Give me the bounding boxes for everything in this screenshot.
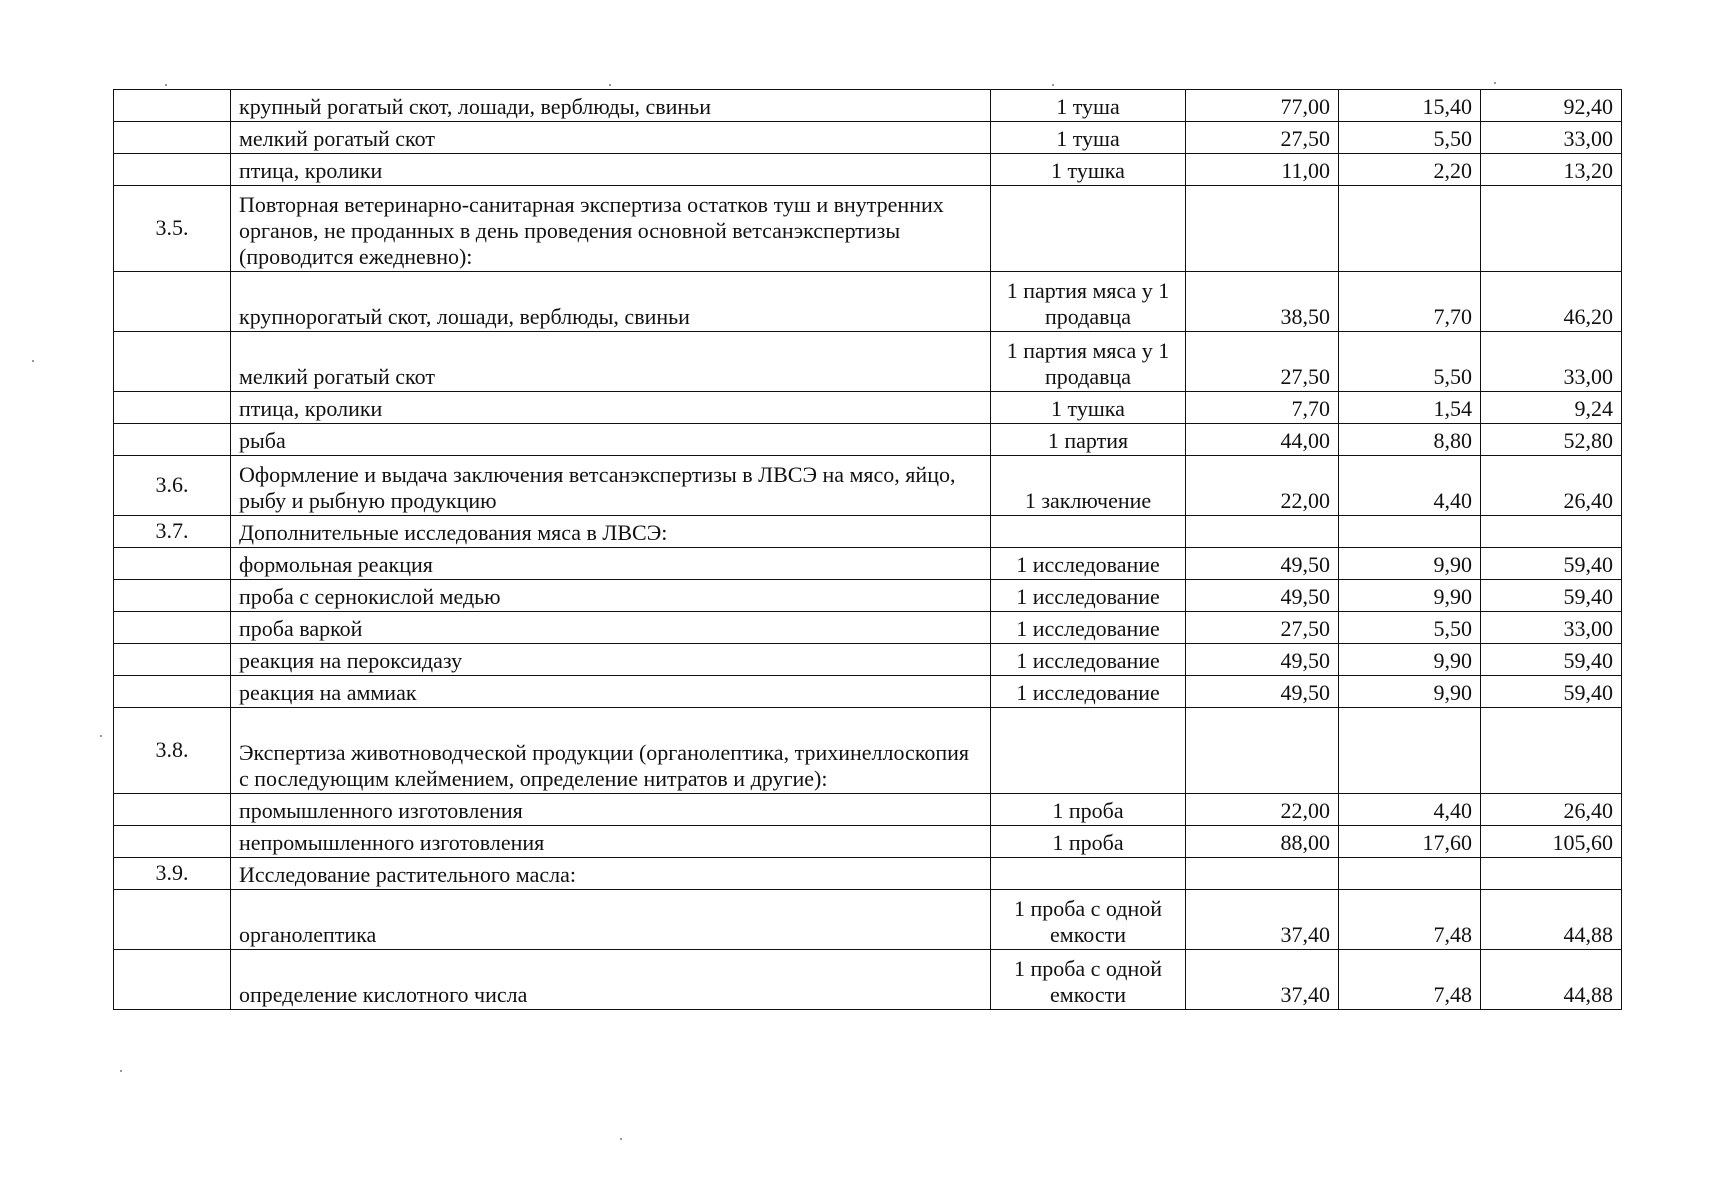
row-unit: 1 партия — [991, 424, 1186, 456]
section-row — [114, 858, 1622, 890]
row-description: птица, кролики — [231, 154, 991, 186]
row-price: 38,50 — [1186, 272, 1339, 332]
price-table — [113, 89, 1622, 1010]
row-description: мелкий рогатый скот — [231, 332, 991, 392]
row-number — [114, 676, 231, 708]
table-row — [114, 154, 1622, 186]
table-row — [114, 122, 1622, 154]
row-vat: 17,60 — [1339, 826, 1481, 858]
row-unit — [991, 186, 1186, 272]
row-vat: 5,50 — [1339, 612, 1481, 644]
row-unit — [991, 516, 1186, 548]
row-total: 13,20 — [1481, 154, 1622, 186]
row-vat: 7,70 — [1339, 272, 1481, 332]
row-vat — [1339, 186, 1481, 272]
section-title: Дополнительные исследования мяса в ЛВСЭ: — [231, 516, 991, 548]
row-vat: 9,90 — [1339, 644, 1481, 676]
row-description: проба варкой — [231, 612, 991, 644]
table-row — [114, 950, 1622, 1010]
row-number — [114, 272, 231, 332]
row-description: реакция на аммиак — [231, 676, 991, 708]
scan-speck — [100, 735, 102, 737]
row-vat: 7,48 — [1339, 950, 1481, 1010]
row-vat: 4,40 — [1339, 794, 1481, 826]
section-title: Оформление и выдача заключения ветсанэкспертизы в ЛВСЭ на мясо, яйцо, рыбу и рыбную продукцию — [231, 456, 991, 516]
row-number — [114, 332, 231, 392]
row-unit: 1 исследование — [991, 644, 1186, 676]
row-total — [1481, 858, 1622, 890]
row-price: 37,40 — [1186, 950, 1339, 1010]
row-price: 27,50 — [1186, 122, 1339, 154]
section-row — [114, 186, 1622, 272]
row-description: мелкий рогатый скот — [231, 122, 991, 154]
row-vat — [1339, 708, 1481, 794]
section-number: 3.7. — [114, 516, 231, 548]
row-unit: 1 исследование — [991, 612, 1186, 644]
scan-speck — [1052, 84, 1054, 86]
row-unit: 1 проба с одной емкости — [991, 890, 1186, 950]
scan-speck — [620, 1138, 622, 1140]
row-total — [1481, 516, 1622, 548]
row-price: 22,00 — [1186, 794, 1339, 826]
row-number — [114, 548, 231, 580]
row-total: 44,88 — [1481, 950, 1622, 1010]
row-total — [1481, 186, 1622, 272]
table-row — [114, 644, 1622, 676]
section-number: 3.6. — [114, 456, 231, 516]
row-unit — [991, 708, 1186, 794]
section-row — [114, 516, 1622, 548]
row-description: крупный рогатый скот, лошади, верблюды, свиньи — [231, 90, 991, 122]
row-total: 52,80 — [1481, 424, 1622, 456]
row-vat: 1,54 — [1339, 392, 1481, 424]
row-price — [1186, 858, 1339, 890]
row-number — [114, 154, 231, 186]
section-number: 3.8. — [114, 708, 231, 794]
row-vat: 9,90 — [1339, 580, 1481, 612]
row-unit: 1 исследование — [991, 548, 1186, 580]
row-total: 44,88 — [1481, 890, 1622, 950]
row-unit: 1 проба с одной емкости — [991, 950, 1186, 1010]
row-vat: 8,80 — [1339, 424, 1481, 456]
row-price: 49,50 — [1186, 644, 1339, 676]
row-description: крупнорогатый скот, лошади, верблюды, свиньи — [231, 272, 991, 332]
row-vat — [1339, 858, 1481, 890]
row-price: 11,00 — [1186, 154, 1339, 186]
row-vat: 15,40 — [1339, 90, 1481, 122]
section-number: 3.9. — [114, 858, 231, 890]
row-vat — [1339, 516, 1481, 548]
row-unit: 1 заключение — [991, 456, 1186, 516]
row-total: 105,60 — [1481, 826, 1622, 858]
row-price: 7,70 — [1186, 392, 1339, 424]
row-price: 27,50 — [1186, 332, 1339, 392]
row-total: 59,40 — [1481, 580, 1622, 612]
scan-speck — [165, 84, 167, 86]
row-total: 59,40 — [1481, 644, 1622, 676]
row-price: 44,00 — [1186, 424, 1339, 456]
row-description: реакция на пероксидазу — [231, 644, 991, 676]
row-total: 59,40 — [1481, 548, 1622, 580]
row-description: проба с сернокислой медью — [231, 580, 991, 612]
row-vat: 4,40 — [1339, 456, 1481, 516]
row-number — [114, 580, 231, 612]
scan-speck — [120, 1070, 122, 1072]
row-total: 26,40 — [1481, 456, 1622, 516]
row-price: 37,40 — [1186, 890, 1339, 950]
row-total: 46,20 — [1481, 272, 1622, 332]
row-total: 92,40 — [1481, 90, 1622, 122]
row-price — [1186, 186, 1339, 272]
table-row — [114, 580, 1622, 612]
row-number — [114, 890, 231, 950]
row-unit: 1 проба — [991, 826, 1186, 858]
row-total: 26,40 — [1481, 794, 1622, 826]
row-price: 22,00 — [1186, 456, 1339, 516]
table-row — [114, 424, 1622, 456]
row-vat: 9,90 — [1339, 676, 1481, 708]
row-unit: 1 партия мяса у 1 продавца — [991, 332, 1186, 392]
row-unit: 1 проба — [991, 794, 1186, 826]
table-row — [114, 332, 1622, 392]
table-row — [114, 392, 1622, 424]
row-description: промышленного изготовления — [231, 794, 991, 826]
row-price — [1186, 516, 1339, 548]
row-total: 33,00 — [1481, 612, 1622, 644]
row-description: органолептика — [231, 890, 991, 950]
row-vat: 2,20 — [1339, 154, 1481, 186]
row-total: 9,24 — [1481, 392, 1622, 424]
table-row — [114, 676, 1622, 708]
row-vat: 9,90 — [1339, 548, 1481, 580]
section-number: 3.5. — [114, 186, 231, 272]
row-total: 33,00 — [1481, 122, 1622, 154]
row-number — [114, 644, 231, 676]
section-title: Экспертиза животноводческой продукции (органолептика, трихинеллоскопия с последующим клеймением, определение нитратов и другие): — [231, 708, 991, 794]
table-row — [114, 890, 1622, 950]
table-row — [114, 826, 1622, 858]
row-total: 59,40 — [1481, 676, 1622, 708]
section-title: Повторная ветеринарно-санитарная экспертиза остатков туш и внутренних органов, не проданных в день проведения основной ветсанэкспертизы (проводится ежедневно): — [231, 186, 991, 272]
scan-speck — [32, 360, 34, 362]
row-number — [114, 392, 231, 424]
row-price: 49,50 — [1186, 676, 1339, 708]
row-vat: 5,50 — [1339, 332, 1481, 392]
table-row — [114, 548, 1622, 580]
row-total: 33,00 — [1481, 332, 1622, 392]
row-number — [114, 90, 231, 122]
row-description: птица, кролики — [231, 392, 991, 424]
row-vat: 7,48 — [1339, 890, 1481, 950]
row-description: рыба — [231, 424, 991, 456]
scan-speck — [1494, 82, 1496, 84]
row-price: 27,50 — [1186, 612, 1339, 644]
row-description: непромышленного изготовления — [231, 826, 991, 858]
table-row — [114, 612, 1622, 644]
row-number — [114, 950, 231, 1010]
table-row — [114, 272, 1622, 332]
row-unit: 1 исследование — [991, 676, 1186, 708]
section-row — [114, 708, 1622, 794]
table-row — [114, 794, 1622, 826]
row-unit: 1 исследование — [991, 580, 1186, 612]
row-unit: 1 тушка — [991, 154, 1186, 186]
table-row — [114, 90, 1622, 122]
row-unit: 1 тушка — [991, 392, 1186, 424]
row-description: формольная реакция — [231, 548, 991, 580]
scan-speck — [609, 84, 611, 86]
row-number — [114, 424, 231, 456]
row-price — [1186, 708, 1339, 794]
row-unit — [991, 858, 1186, 890]
row-number — [114, 612, 231, 644]
row-unit: 1 туша — [991, 122, 1186, 154]
row-unit: 1 партия мяса у 1 продавца — [991, 272, 1186, 332]
row-total — [1481, 708, 1622, 794]
section-title: Исследование растительного масла: — [231, 858, 991, 890]
row-number — [114, 794, 231, 826]
row-price: 49,50 — [1186, 548, 1339, 580]
row-price: 77,00 — [1186, 90, 1339, 122]
row-price: 88,00 — [1186, 826, 1339, 858]
row-price: 49,50 — [1186, 580, 1339, 612]
row-unit: 1 туша — [991, 90, 1186, 122]
row-description: определение кислотного числа — [231, 950, 991, 1010]
row-number — [114, 826, 231, 858]
row-number — [114, 122, 231, 154]
row-vat: 5,50 — [1339, 122, 1481, 154]
section-row — [114, 456, 1622, 516]
